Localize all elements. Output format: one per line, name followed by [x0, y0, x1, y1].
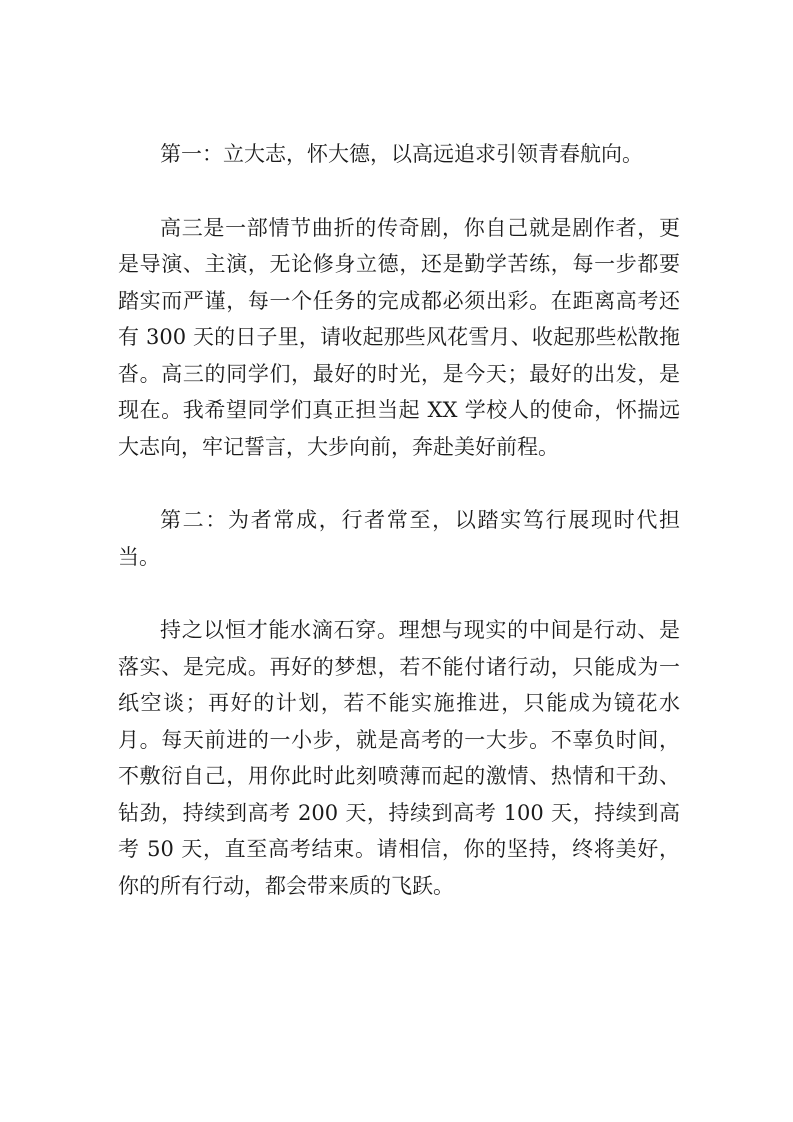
paragraph-gap	[118, 465, 680, 502]
document-body	[118, 136, 680, 904]
paragraph-point-one: 高三是一部情节曲折的传奇剧，你自己就是剧作者，更是导演、主演，无论修身立德，还是勤学苦练，每一步都要踏实而严谨，每一个任务的完成都必须出彩。在距离高考还有 300 天的日子里，请收起那些风花雪月、收起那些松散拖沓。高三的同学们，最好的时光，是今天；最好的出发，是现在。我希望同学们真正担当起 XX 学校人的使命，怀揣远大志向，牢记誓言，大步向前，奔赴美好前程。	[118, 215, 680, 459]
heading-point-two: 第二：为者常成，行者常至，以踏实笃行展现时代担当。	[118, 508, 680, 569]
paragraph-gap	[118, 575, 680, 612]
heading-point-one: 第一：立大志，怀大德，以高远追求引领青春航向。	[160, 142, 643, 166]
paragraph-point-two: 持之以恒才能水滴石穿。理想与现实的中间是行动、是落实、是完成。再好的梦想，若不能付诸行动，只能成为一纸空谈；再好的计划，若不能实施推进，只能成为镜花水月。每天前进的一小步，就是高考的一大步。不辜负时间，不敷衍自己，用你此时此刻喷薄而起的激情、热情和干劲、钻劲，持续到高考 200 天，持续到高考 100 天，持续到高考 50 天，直至高考结束。请相信，你的坚持，终将美好，你的所有行动，都会带来质的飞跃。	[118, 618, 680, 898]
paragraph-gap	[118, 173, 680, 210]
